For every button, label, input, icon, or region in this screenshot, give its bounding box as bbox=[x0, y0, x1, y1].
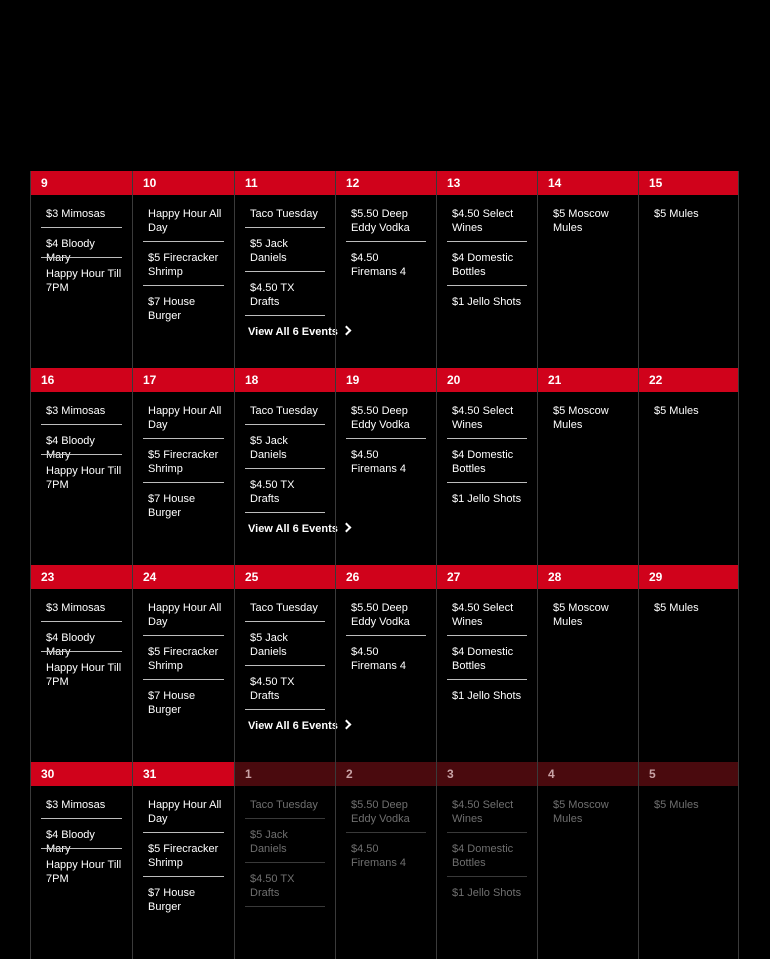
event-divider bbox=[41, 818, 122, 819]
event-item[interactable]: $4.50 Select Wines bbox=[452, 602, 514, 628]
event-item[interactable]: $5 Moscow Mules bbox=[553, 602, 609, 628]
event-item[interactable]: Happy Hour Till 7PM bbox=[46, 465, 122, 491]
event-item[interactable]: $7 House Burger bbox=[148, 690, 196, 716]
calendar-day-cell bbox=[132, 762, 234, 959]
event-divider bbox=[143, 241, 224, 242]
event-divider bbox=[346, 438, 426, 439]
event-divider bbox=[143, 285, 224, 286]
calendar-day-cell bbox=[234, 565, 338, 762]
day-number[interactable]: 16 bbox=[31, 368, 132, 392]
event-item[interactable]: $5 Jack Daniels bbox=[250, 829, 288, 855]
day-number[interactable]: 4 bbox=[538, 762, 638, 786]
event-item[interactable]: $7 House Burger bbox=[148, 887, 196, 913]
calendar-day-cell bbox=[638, 762, 739, 959]
view-all-label: View All 6 Events bbox=[248, 523, 338, 535]
day-number[interactable]: 24 bbox=[133, 565, 234, 589]
calendar-day-cell bbox=[234, 171, 338, 368]
event-item[interactable]: $4.50 TX Drafts bbox=[250, 676, 295, 702]
event-item[interactable]: $4.50 TX Drafts bbox=[250, 282, 295, 308]
calendar-day-cell bbox=[537, 565, 638, 762]
day-number[interactable]: 27 bbox=[437, 565, 537, 589]
event-item[interactable]: $5 Firecracker Shrimp bbox=[148, 449, 219, 475]
event-item[interactable]: $3 Mimosas bbox=[46, 405, 106, 417]
day-number[interactable]: 17 bbox=[133, 368, 234, 392]
calendar-day-cell bbox=[132, 171, 234, 368]
event-divider bbox=[447, 241, 527, 242]
day-number[interactable]: 21 bbox=[538, 368, 638, 392]
event-item[interactable]: $5 Moscow Mules bbox=[553, 405, 609, 431]
event-divider bbox=[346, 832, 426, 833]
event-divider bbox=[245, 271, 325, 272]
event-item[interactable]: $4 Bloody Mary bbox=[46, 238, 95, 264]
event-divider bbox=[41, 257, 122, 258]
event-item[interactable]: $1 Jello Shots bbox=[452, 887, 522, 899]
event-divider bbox=[245, 665, 325, 666]
event-divider bbox=[346, 635, 426, 636]
event-item[interactable]: $4 Bloody Mary bbox=[46, 435, 95, 461]
event-item[interactable]: $3 Mimosas bbox=[46, 208, 106, 220]
event-item[interactable]: $4.50 Select Wines bbox=[452, 799, 514, 825]
event-item[interactable]: $4 Bloody Mary bbox=[46, 829, 95, 855]
event-divider bbox=[245, 512, 325, 513]
event-item[interactable]: $5 Mules bbox=[654, 208, 699, 220]
day-number[interactable]: 26 bbox=[336, 565, 436, 589]
event-item[interactable]: $5 Jack Daniels bbox=[250, 632, 288, 658]
event-item[interactable]: Happy Hour All Day bbox=[148, 799, 222, 825]
event-item[interactable]: $4.50 Firemans 4 bbox=[351, 252, 407, 278]
event-item[interactable]: $1 Jello Shots bbox=[452, 493, 522, 505]
day-number[interactable]: 18 bbox=[235, 368, 335, 392]
event-item[interactable]: Taco Tuesday bbox=[250, 602, 318, 614]
day-number[interactable]: 29 bbox=[639, 565, 738, 589]
event-item[interactable]: $5.50 Deep Eddy Vodka bbox=[351, 602, 410, 628]
event-divider bbox=[447, 876, 527, 877]
event-item[interactable]: $5 Moscow Mules bbox=[553, 208, 609, 234]
view-all-label: View All 6 Events bbox=[248, 720, 338, 732]
calendar-day-cell bbox=[537, 762, 638, 959]
calendar-day-cell bbox=[132, 565, 234, 762]
calendar-day-cell bbox=[335, 171, 436, 368]
day-number[interactable]: 15 bbox=[639, 171, 738, 195]
event-item[interactable]: $4.50 TX Drafts bbox=[250, 479, 295, 505]
view-all-label: View All 6 Events bbox=[248, 326, 338, 338]
event-item[interactable]: $5 Mules bbox=[654, 799, 699, 811]
calendar-day-cell bbox=[638, 565, 739, 762]
day-number[interactable]: 3 bbox=[437, 762, 537, 786]
calendar-day-cell bbox=[436, 762, 537, 959]
day-number[interactable]: 9 bbox=[31, 171, 132, 195]
calendar-day-cell bbox=[537, 368, 638, 565]
event-divider bbox=[245, 227, 325, 228]
event-item[interactable]: $4 Domestic Bottles bbox=[452, 843, 514, 869]
event-divider bbox=[143, 832, 224, 833]
day-number[interactable]: 10 bbox=[133, 171, 234, 195]
day-number[interactable]: 30 bbox=[31, 762, 132, 786]
event-item[interactable]: $5 Firecracker Shrimp bbox=[148, 252, 219, 278]
calendar-day-cell bbox=[638, 171, 739, 368]
day-number[interactable]: 23 bbox=[31, 565, 132, 589]
calendar-day-cell bbox=[30, 171, 132, 368]
day-number[interactable]: 13 bbox=[437, 171, 537, 195]
event-divider bbox=[447, 438, 527, 439]
event-item[interactable]: $1 Jello Shots bbox=[452, 690, 522, 702]
day-number[interactable]: 19 bbox=[336, 368, 436, 392]
event-divider bbox=[245, 621, 325, 622]
day-number[interactable]: 31 bbox=[133, 762, 234, 786]
event-item[interactable]: $4.50 Select Wines bbox=[452, 208, 514, 234]
event-divider bbox=[245, 315, 325, 316]
event-item[interactable]: $7 House Burger bbox=[148, 493, 196, 519]
event-item[interactable]: Taco Tuesday bbox=[250, 405, 318, 417]
event-divider bbox=[245, 818, 325, 819]
event-item[interactable]: Taco Tuesday bbox=[250, 208, 318, 220]
day-number[interactable]: 1 bbox=[235, 762, 335, 786]
event-item[interactable]: $5 Firecracker Shrimp bbox=[148, 646, 219, 672]
event-divider bbox=[245, 468, 325, 469]
event-item[interactable]: $5 Mules bbox=[654, 405, 699, 417]
event-divider bbox=[245, 424, 325, 425]
event-divider bbox=[41, 651, 122, 652]
event-item[interactable]: $4 Domestic Bottles bbox=[452, 449, 514, 475]
event-item[interactable]: Happy Hour All Day bbox=[148, 405, 222, 431]
event-item[interactable]: $1 Jello Shots bbox=[452, 296, 522, 308]
calendar-day-cell bbox=[537, 171, 638, 368]
event-item[interactable]: $5 Firecracker Shrimp bbox=[148, 843, 219, 869]
event-divider bbox=[245, 709, 325, 710]
event-divider bbox=[41, 227, 122, 228]
calendar-day-cell bbox=[335, 762, 436, 959]
day-number[interactable]: 22 bbox=[639, 368, 738, 392]
day-number[interactable]: 28 bbox=[538, 565, 638, 589]
event-divider bbox=[143, 679, 224, 680]
event-item[interactable]: $4 Domestic Bottles bbox=[452, 252, 514, 278]
event-divider bbox=[143, 876, 224, 877]
event-divider bbox=[41, 621, 122, 622]
event-divider bbox=[245, 906, 325, 907]
event-item[interactable]: $3 Mimosas bbox=[46, 799, 106, 811]
event-item[interactable]: Happy Hour Till 7PM bbox=[46, 268, 122, 294]
event-item[interactable]: $5.50 Deep Eddy Vodka bbox=[351, 799, 410, 825]
event-divider bbox=[143, 635, 224, 636]
calendar-day-cell bbox=[30, 368, 132, 565]
event-divider bbox=[447, 285, 527, 286]
calendar-day-cell bbox=[436, 565, 537, 762]
event-item[interactable]: $5.50 Deep Eddy Vodka bbox=[351, 405, 410, 431]
event-item[interactable]: $3 Mimosas bbox=[46, 602, 106, 614]
calendar-day-cell bbox=[638, 368, 739, 565]
calendar-day-cell bbox=[234, 368, 338, 565]
event-divider bbox=[41, 848, 122, 849]
event-item[interactable]: Happy Hour All Day bbox=[148, 602, 222, 628]
event-item[interactable]: $4.50 Firemans 4 bbox=[351, 646, 407, 672]
day-number[interactable]: 20 bbox=[437, 368, 537, 392]
event-item[interactable]: $7 House Burger bbox=[148, 296, 196, 322]
event-item[interactable]: $4.50 Firemans 4 bbox=[351, 843, 407, 869]
event-divider bbox=[447, 635, 527, 636]
day-number[interactable]: 14 bbox=[538, 171, 638, 195]
calendar-day-cell bbox=[436, 171, 537, 368]
event-item[interactable]: $5 Mules bbox=[654, 602, 699, 614]
day-number[interactable]: 25 bbox=[235, 565, 335, 589]
event-divider bbox=[143, 438, 224, 439]
event-divider bbox=[447, 482, 527, 483]
day-number[interactable]: 2 bbox=[336, 762, 436, 786]
calendar-day-cell bbox=[132, 368, 234, 565]
event-item[interactable]: $5.50 Deep Eddy Vodka bbox=[351, 208, 410, 234]
event-item[interactable]: $5 Jack Daniels bbox=[250, 435, 288, 461]
event-item[interactable]: $4.50 Select Wines bbox=[452, 405, 514, 431]
calendar-day-cell bbox=[436, 368, 537, 565]
event-divider bbox=[346, 241, 426, 242]
event-item[interactable]: $4.50 TX Drafts bbox=[250, 873, 295, 899]
event-item[interactable]: $5 Jack Daniels bbox=[250, 238, 288, 264]
event-divider bbox=[143, 482, 224, 483]
calendar-day-cell bbox=[335, 565, 436, 762]
event-item[interactable]: $5 Moscow Mules bbox=[553, 799, 609, 825]
event-item[interactable]: $4 Domestic Bottles bbox=[452, 646, 514, 672]
event-divider bbox=[245, 862, 325, 863]
event-divider bbox=[447, 679, 527, 680]
event-divider bbox=[447, 832, 527, 833]
day-number[interactable]: 12 bbox=[336, 171, 436, 195]
event-item[interactable]: Happy Hour All Day bbox=[148, 208, 222, 234]
event-item[interactable]: Taco Tuesday bbox=[250, 799, 318, 811]
event-item[interactable]: $4 Bloody Mary bbox=[46, 632, 95, 658]
event-item[interactable]: Happy Hour Till 7PM bbox=[46, 662, 122, 688]
event-divider bbox=[41, 424, 122, 425]
calendar-day-cell bbox=[30, 565, 132, 762]
event-item[interactable]: Happy Hour Till 7PM bbox=[46, 859, 122, 885]
day-number[interactable]: 5 bbox=[639, 762, 738, 786]
calendar-day-cell bbox=[335, 368, 436, 565]
day-number[interactable]: 11 bbox=[235, 171, 335, 195]
event-divider bbox=[41, 454, 122, 455]
calendar-day-cell bbox=[234, 762, 335, 959]
event-item[interactable]: $4.50 Firemans 4 bbox=[351, 449, 407, 475]
calendar-day-cell bbox=[30, 762, 132, 959]
